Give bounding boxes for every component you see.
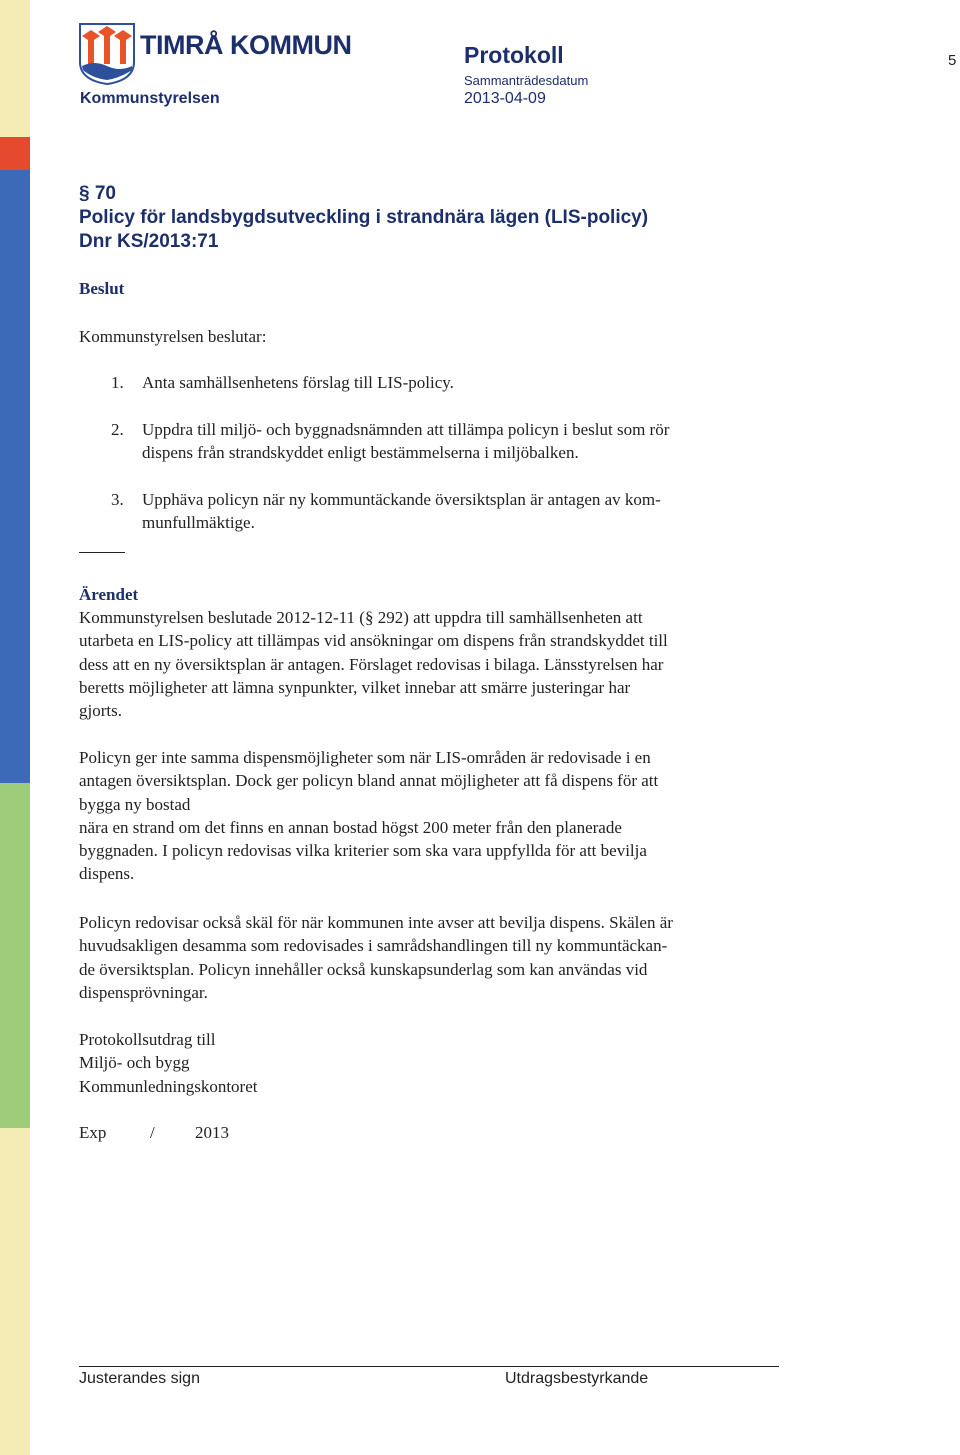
strip-red (0, 137, 30, 170)
expedition-slash: / (150, 1123, 155, 1142)
distribution-list (79, 1028, 779, 1098)
page-number: 5 (948, 52, 957, 69)
decision-item-number: 2. (111, 420, 124, 439)
decision-intro: Kommunstyrelsen beslutar: (79, 327, 267, 346)
text-line: dispensprövningar. (79, 982, 208, 1002)
meeting-date: 2013-04-09 (464, 90, 546, 107)
expedition-line (79, 1121, 779, 1145)
side-color-strip (0, 0, 30, 1455)
text-line: antagen översiktsplan. Dock ger policyn bland annat möjligheter att få dispens för att (79, 771, 659, 791)
strip-blue (0, 170, 30, 783)
text-line: utarbeta en LIS-policy att tillämpas vid ansökningar om dispens från strandskyddet till (79, 631, 668, 651)
text-line: dispens. (79, 864, 135, 884)
text-line: nära en strand om det finns en annan bostad högst 200 meter från den planerade (79, 817, 622, 837)
decision-item-text: Upphäva policyn när ny kommuntäckande översiktsplan är antagen av kom- (142, 490, 661, 509)
text-line: Policyn redovisar också skäl för när kommunen inte avser att bevilja dispens. Skälen är (79, 913, 673, 932)
text-line: gjorts. (79, 701, 122, 721)
text-line: dess att en ny översiktsplan är antagen. Förslaget redovisas i bilaga. Länsstyrelsen har (79, 654, 664, 674)
matter-paragraph-2 (79, 746, 779, 886)
municipality-logo-icon (78, 22, 136, 86)
text-line: bygga ny bostad (79, 794, 191, 814)
footer-certification-label: Utdragsbestyrkande (505, 1370, 649, 1387)
strip-yellow-bottom (0, 1128, 30, 1455)
decision-heading: Beslut (79, 279, 125, 298)
distribution-heading: Protokollsutdrag till (79, 1030, 216, 1049)
section-title: Policy för landsbygdsutveckling i strandnära lägen (LIS-policy) (79, 207, 649, 228)
matter-paragraph-1 (79, 606, 779, 722)
strip-yellow-top (0, 0, 30, 137)
text-line: beretts möjligheter att lämna synpunkter, vilket innebar att smärre justeringar har (79, 677, 631, 697)
matter-heading: Ärendet (79, 585, 139, 604)
decision-item-text: Anta samhällsenhetens förslag till LIS-policy. (142, 373, 454, 392)
decision-item-number: 1. (111, 373, 124, 392)
text-line: byggnaden. I policyn redovisas vilka kriterier som ska vara uppfyllda för att bevilja (79, 841, 647, 861)
decision-item-text: dispens från strandskyddet enligt bestämmelserna i miljöbalken. (142, 443, 579, 462)
distribution-recipient: Miljö- och bygg (79, 1053, 190, 1073)
board-name: Kommunstyrelsen (80, 90, 220, 107)
section-number: § 70 (79, 183, 116, 204)
text-line: Kommunstyrelsen beslutade 2012-12-11 (§ 292) att uppdra till samhällsenheten att (79, 608, 643, 627)
text-line: Policyn ger inte samma dispensmöjligheter som när LIS-områden är redovisade i en (79, 748, 651, 767)
matter-paragraph-3 (79, 911, 779, 1004)
municipality-name: TIMRÅ KOMMUN (140, 30, 352, 60)
text-line: huvudsakligen desamma som redovisades i samrådshandlingen till ny kommuntäckan- (79, 936, 668, 956)
decision-item-text: munfullmäktige. (142, 513, 255, 532)
text-line: de översiktsplan. Policyn innehåller också kunskapsunderlag som kan användas vid (79, 959, 648, 979)
expedition-label: Exp (79, 1123, 107, 1142)
document-type: Protokoll (464, 42, 564, 68)
footer-rule (79, 1366, 779, 1367)
decision-item-text: Uppdra till miljö- och byggnadsnämnden att tillämpa policyn i beslut som rör (142, 420, 670, 439)
separator-line (79, 552, 125, 553)
distribution-recipient: Kommunledningskontoret (79, 1076, 258, 1096)
decision-item-number: 3. (111, 490, 124, 509)
footer-signature-label: Justerandes sign (79, 1370, 200, 1387)
meeting-date-label: Sammanträdesdatum (464, 73, 589, 88)
expedition-year: 2013 (195, 1123, 229, 1142)
section-dnr: Dnr KS/2013:71 (79, 231, 219, 252)
strip-green (0, 783, 30, 1128)
